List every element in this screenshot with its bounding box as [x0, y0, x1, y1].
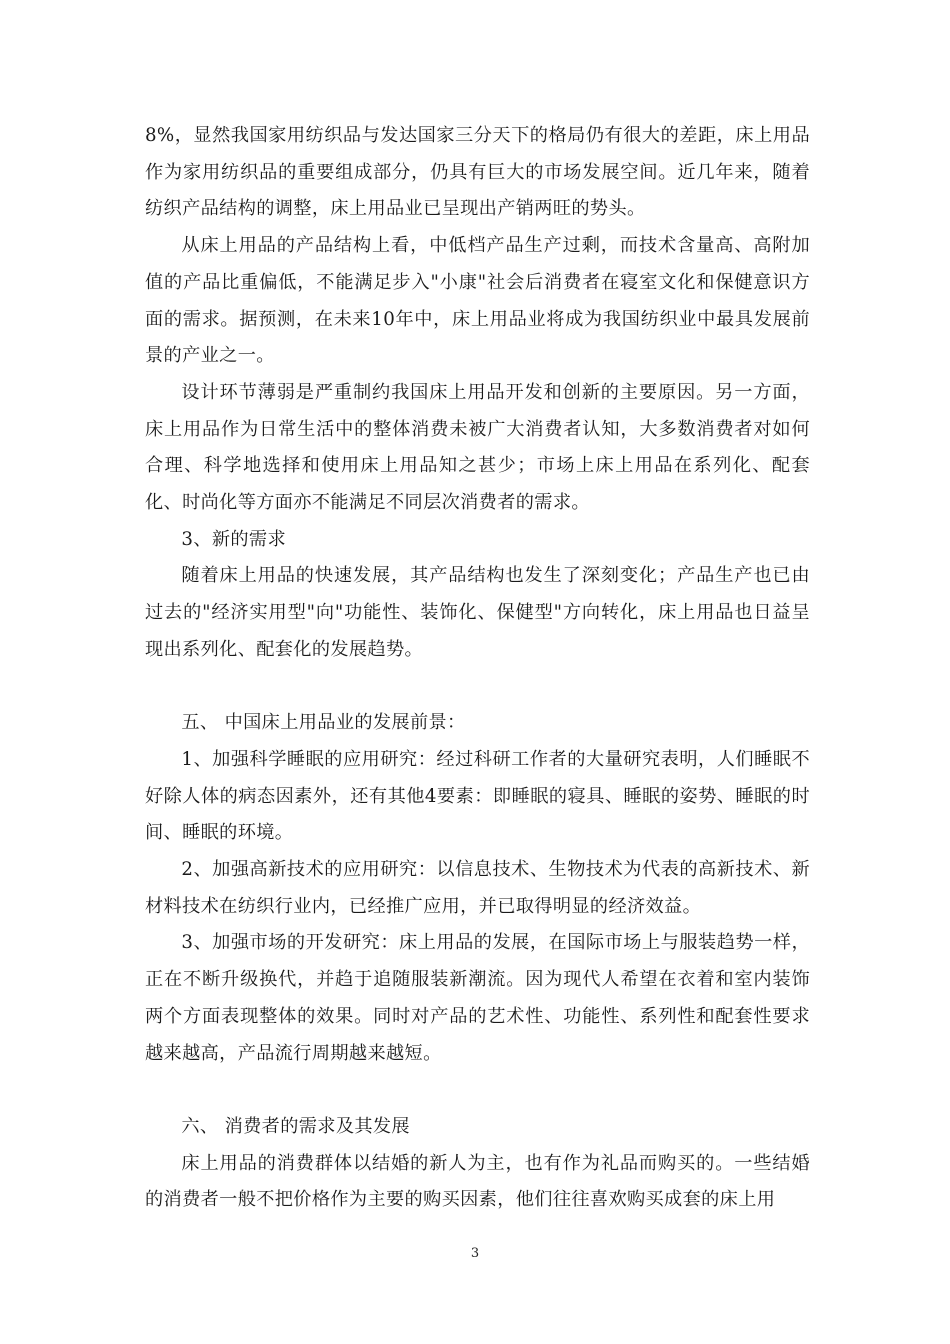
section-heading-prospects: 五、 中国床上用品业的发展前景：	[181, 712, 466, 734]
paragraph-product-structure: 从床上用品的产品结构上看，中低档产品生产过剩，而技术含量高、高附加值的产品比重偏低，不能满足步入"小康"社会后消费者在寝室文化和保健意识方面的需求。据预测，在未来10年中，床上用品业将成为我国纺织业中最具发展前景的产业之一。	[145, 235, 810, 367]
paragraph-high-tech: 2、加强高新技术的应用研究：以信息技术、生物技术为代表的高新技术、新材料技术在纺织行业内，已经推广应用，并已取得明显的经济效益。	[145, 859, 810, 917]
paragraph-sleep-research: 1、加强科学睡眠的应用研究：经过科研工作者的大量研究表明，人们睡眠不好除人体的病态因素外，还有其他4要素：即睡眠的寝具、睡眠的姿势、睡眠的时间、睡眠的环境。	[145, 748, 810, 844]
paragraph-new-demand: 随着床上用品的快速发展，其产品结构也发生了深刻变化；产品生产也已由过去的"经济实用型"向"功能性、装饰化、保健型"方向转化，床上用品也日益呈现出系列化、配套化的发展趋势。	[145, 565, 810, 660]
paragraph-market-gap: 8%，显然我国家用纺织品与发达国家三分天下的格局仍有很大的差距，床上用品作为家用纺织品的重要组成部分，仍具有巨大的市场发展空间。近几年来，随着纺织产品结构的调整，床上用品业已呈现出产销两旺的势头。	[145, 125, 810, 220]
page-number: 3	[470, 1246, 480, 1261]
paragraph-market-development: 3、加强市场的开发研究：床上用品的发展，在国际市场上与服装趋势一样，正在不断升级换代，并趋于追随服装新潮流。因为现代人希望在衣着和室内装饰两个方面表现整体的效果。同时对产品的艺术性、功能性、系列性和配套性要求越来越高，产品流行周期越来越短。	[145, 932, 810, 1064]
section-spacer	[145, 669, 810, 706]
subheading-new-demand: 3、新的需求	[181, 528, 286, 550]
paragraph-design-weakness: 设计环节薄弱是严重制约我国床上用品开发和创新的主要原因。另一方面，床上用品作为日常生活中的整体消费未被广大消费者认知，大多数消费者对如何合理、科学地选择和使用床上用品知之甚少；市场上床上用品在系列化、配套化、时尚化等方面亦不能满足不同层次消费者的需求。	[145, 381, 810, 514]
section-spacer	[145, 1072, 810, 1109]
section-heading-consumer-demand: 六、 消费者的需求及其发展	[181, 1115, 410, 1137]
paragraph-consumer-groups: 床上用品的消费群体以结婚的新人为主，也有作为礼品而购买的。一些结婚的消费者一般不把价格作为主要的购买因素，他们往往喜欢购买成套的床上用	[145, 1152, 810, 1211]
document-body	[145, 118, 810, 1219]
